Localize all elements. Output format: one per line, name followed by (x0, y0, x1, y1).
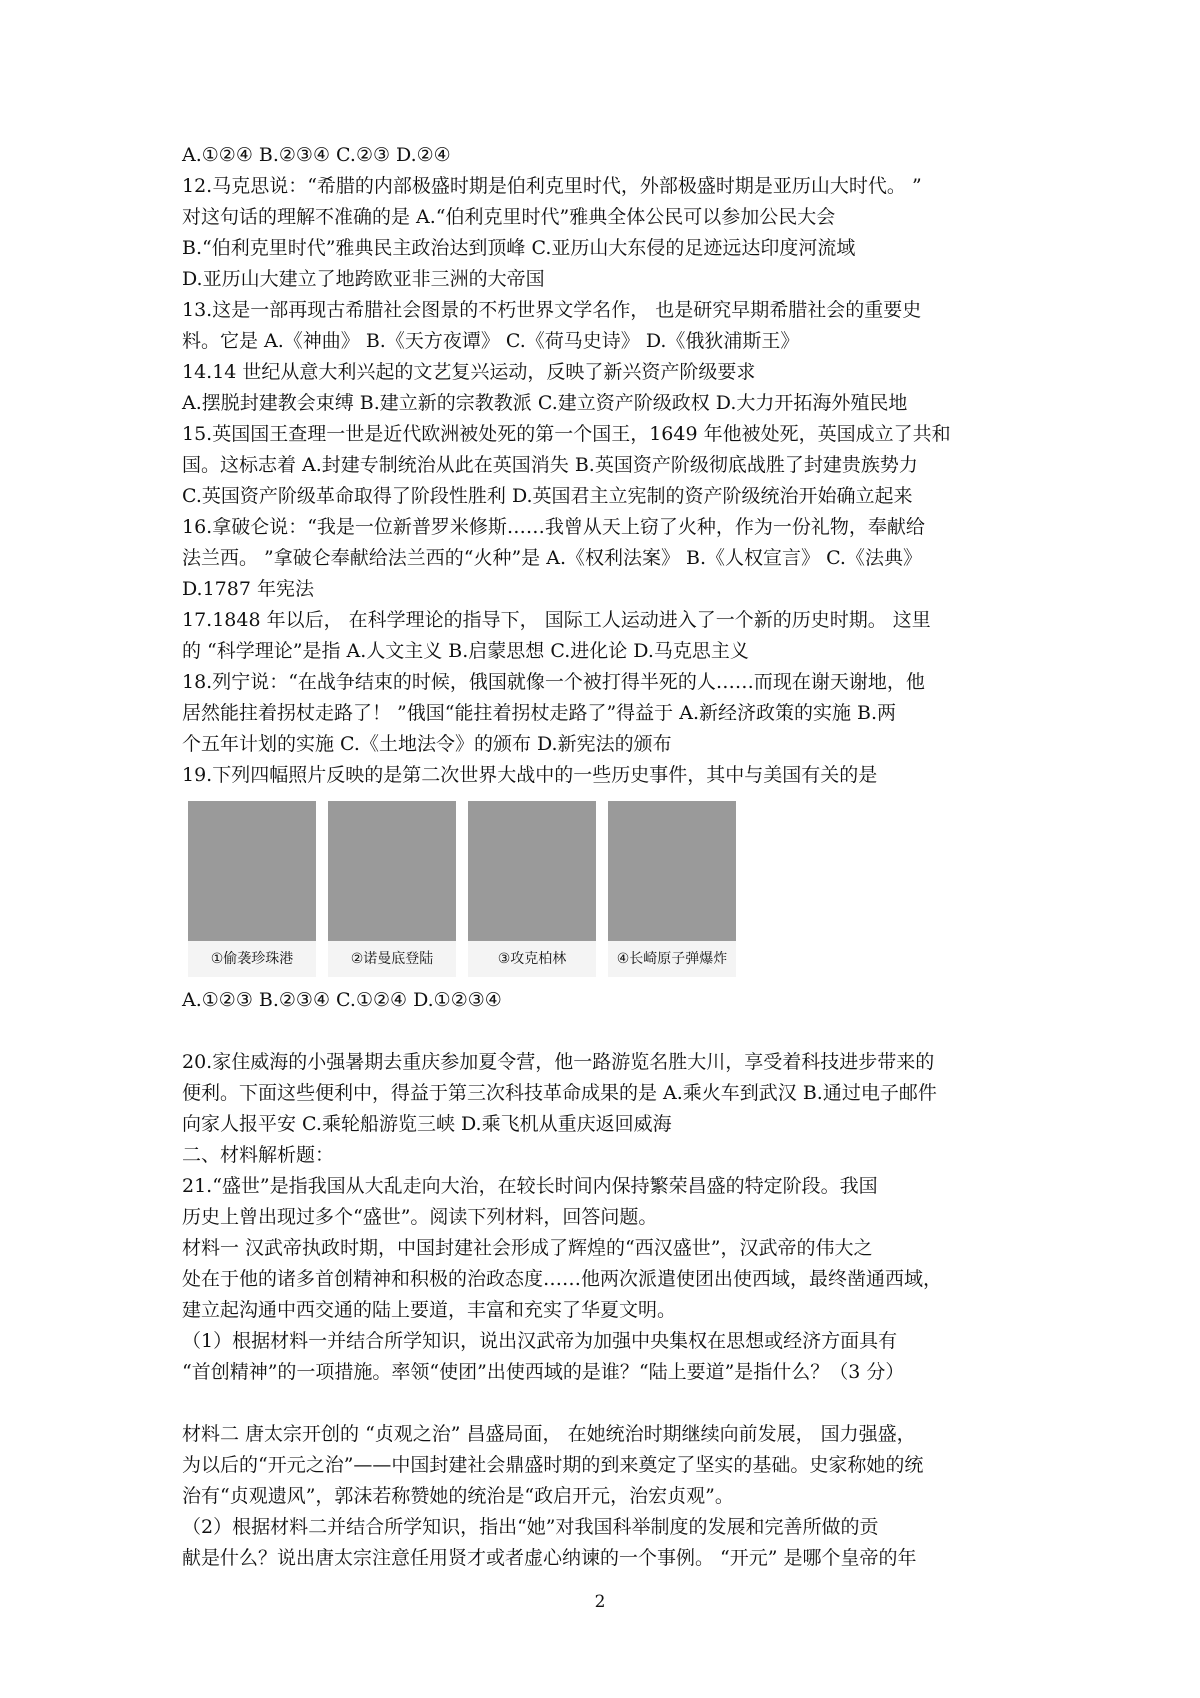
text-line: C.英国资产阶级革命取得了阶段性胜利 D.英国君主立宪制的资产阶级统治开始确立起来 (182, 485, 913, 507)
text-line: “首创精神”的一项措施。率领“使团”出使西域的是谁？“陆上要道”是指什么？（3 分） (182, 1361, 905, 1383)
landing-photo-icon (328, 801, 456, 941)
text-line: B.“伯利克里时代”雅典民主政治达到顶峰 C.亚历山大东侵的足迹远达印度河流域 (182, 237, 856, 259)
text-line: D.1787 年宪法 (182, 578, 314, 600)
photo-caption: ④长崎原子弹爆炸 (608, 941, 736, 977)
text-line: 二、材料解析题： (182, 1144, 335, 1166)
text-line: 法兰西。 ”拿破仑奉献给法兰西的“火种”是 A.《权利法案》 B.《人权宣言》 C.《法典》 (182, 547, 922, 569)
text-line: 个五年计划的实施 C.《土地法令》的颁布 D.新宪法的颁布 (182, 733, 672, 755)
text-block-top (182, 140, 1032, 791)
berlin-photo-icon (468, 801, 596, 941)
mushroom-cloud-photo-icon (608, 801, 736, 941)
text-line: 历史上曾出现过多个“盛世”。阅读下列材料，回答问题。 (182, 1206, 658, 1228)
text-line: 14.14 世纪从意大利兴起的文艺复兴运动，反映了新兴资产阶级要求 (182, 361, 756, 383)
text-line: 的 “科学理论”是指 A.人文主义 B.启蒙思想 C.进化论 D.马克思主义 (182, 640, 749, 662)
text-line: 国。这标志着 A.封建专制统治从此在英国消失 B.英国资产阶级彻底战胜了封建贵族势力 (182, 454, 918, 476)
text-line: 治有“贞观遗风”，郭沫若称赞她的统治是“政启开元，治宏贞观”。 (182, 1485, 734, 1507)
text-line: 料。它是 A.《神曲》 B.《天方夜谭》 C.《荷马史诗》 D.《俄狄浦斯王》 (182, 330, 800, 352)
text-line: 20.家住威海的小强暑期去重庆参加夏令营，他一路游览名胜大川，享受着科技进步带来的 (182, 1051, 935, 1073)
text-line: A.①②③ B.②③④ C.①②④ D.①②③④ (182, 989, 502, 1011)
photo-nagasaki (608, 801, 736, 977)
text-line: 建立起沟通中西交通的陆上要道，丰富和充实了华夏文明。 (182, 1299, 677, 1321)
text-line: 19.下列四幅照片反映的是第二次世界大战中的一些历史事件，其中与美国有关的是 (182, 764, 878, 786)
photo-caption: ②诺曼底登陆 (328, 941, 456, 977)
text-line: 15.英国国王查理一世是近代欧洲被处死的第一个国王，1649 年他被处死，英国成立了共和 (182, 423, 951, 445)
text-line: 材料二 唐太宗开创的 “贞观之治” 昌盛局面， 在她统治时期继续向前发展， 国力强盛， (182, 1423, 916, 1445)
text-line: 处在于他的诸多首创精神和积极的治政态度……他两次派遣使团出使西域，最终凿通西域， (182, 1268, 943, 1290)
photo-strip (188, 801, 1032, 977)
document-page (182, 140, 1032, 1574)
text-line: D.亚历山大建立了地跨欧亚非三洲的大帝国 (182, 268, 545, 290)
text-line: 为以后的“开元之治”——中国封建社会鼎盛时期的到来奠定了坚实的基础。史家称她的统 (182, 1454, 924, 1476)
photo-berlin (468, 801, 596, 977)
photo-pearl-harbor (188, 801, 316, 977)
text-line: 12.马克思说：“希腊的内部极盛时期是伯利克里时代，外部极盛时期是亚历山大时代。 ” (182, 175, 922, 197)
text-line (182, 1016, 1032, 1047)
text-line: （1）根据材料一并结合所学知识，说出汉武帝为加强中央集权在思想或经济方面具有 (182, 1330, 898, 1352)
text-line (182, 1388, 1032, 1419)
text-line: （2）根据材料二并结合所学知识，指出“她”对我国科举制度的发展和完善所做的贡 (182, 1516, 879, 1538)
text-line: 对这句话的理解不准确的是 A.“伯利克里时代”雅典全体公民可以参加公民大会 (182, 206, 836, 228)
text-line: A.摆脱封建教会束缚 B.建立新的宗教教派 C.建立资产阶级政权 D.大力开拓海外殖民地 (182, 392, 908, 414)
text-line: 献是什么？说出唐太宗注意任用贤才或者虚心纳谏的一个事例。 “开元” 是哪个皇帝的年 (182, 1547, 917, 1569)
text-line: 21.“盛世”是指我国从大乱走向大治，在较长时间内保持繁荣昌盛的特定阶段。我国 (182, 1175, 878, 1197)
text-line: A.①②④ B.②③④ C.②③ D.②④ (182, 144, 451, 166)
photo-caption: ③攻克柏林 (468, 941, 596, 977)
attack-photo-icon (188, 801, 316, 941)
text-line: 13.这是一部再现古希腊社会图景的不朽世界文学名作， 也是研究早期希腊社会的重要史 (182, 299, 922, 321)
photo-caption: ①偷袭珍珠港 (188, 941, 316, 977)
page-number: 2 (594, 1592, 606, 1612)
text-block-bottom (182, 985, 1032, 1574)
text-line: 17.1848 年以后， 在科学理论的指导下， 国际工人运动进入了一个新的历史时期。 这里 (182, 609, 931, 631)
photo-normandy (328, 801, 456, 977)
text-line: 居然能拄着拐杖走路了！ ”俄国“能拄着拐杖走路了”得益于 A.新经济政策的实施 B.两 (182, 702, 897, 724)
text-line: 18.列宁说：“在战争结束的时候，俄国就像一个被打得半死的人……而现在谢天谢地，他 (182, 671, 925, 693)
text-line: 16.拿破仑说：“我是一位新普罗米修斯……我曾从天上窃了火种，作为一份礼物，奉献给 (182, 516, 925, 538)
text-line: 向家人报平安 C.乘轮船游览三峡 D.乘飞机从重庆返回威海 (182, 1113, 672, 1135)
text-line: 材料一 汉武帝执政时期，中国封建社会形成了辉煌的“西汉盛世”，汉武帝的伟大之 (182, 1237, 873, 1259)
text-line: 便利。下面这些便利中，得益于第三次科技革命成果的是 A.乘火车到武汉 B.通过电子邮件 (182, 1082, 937, 1104)
